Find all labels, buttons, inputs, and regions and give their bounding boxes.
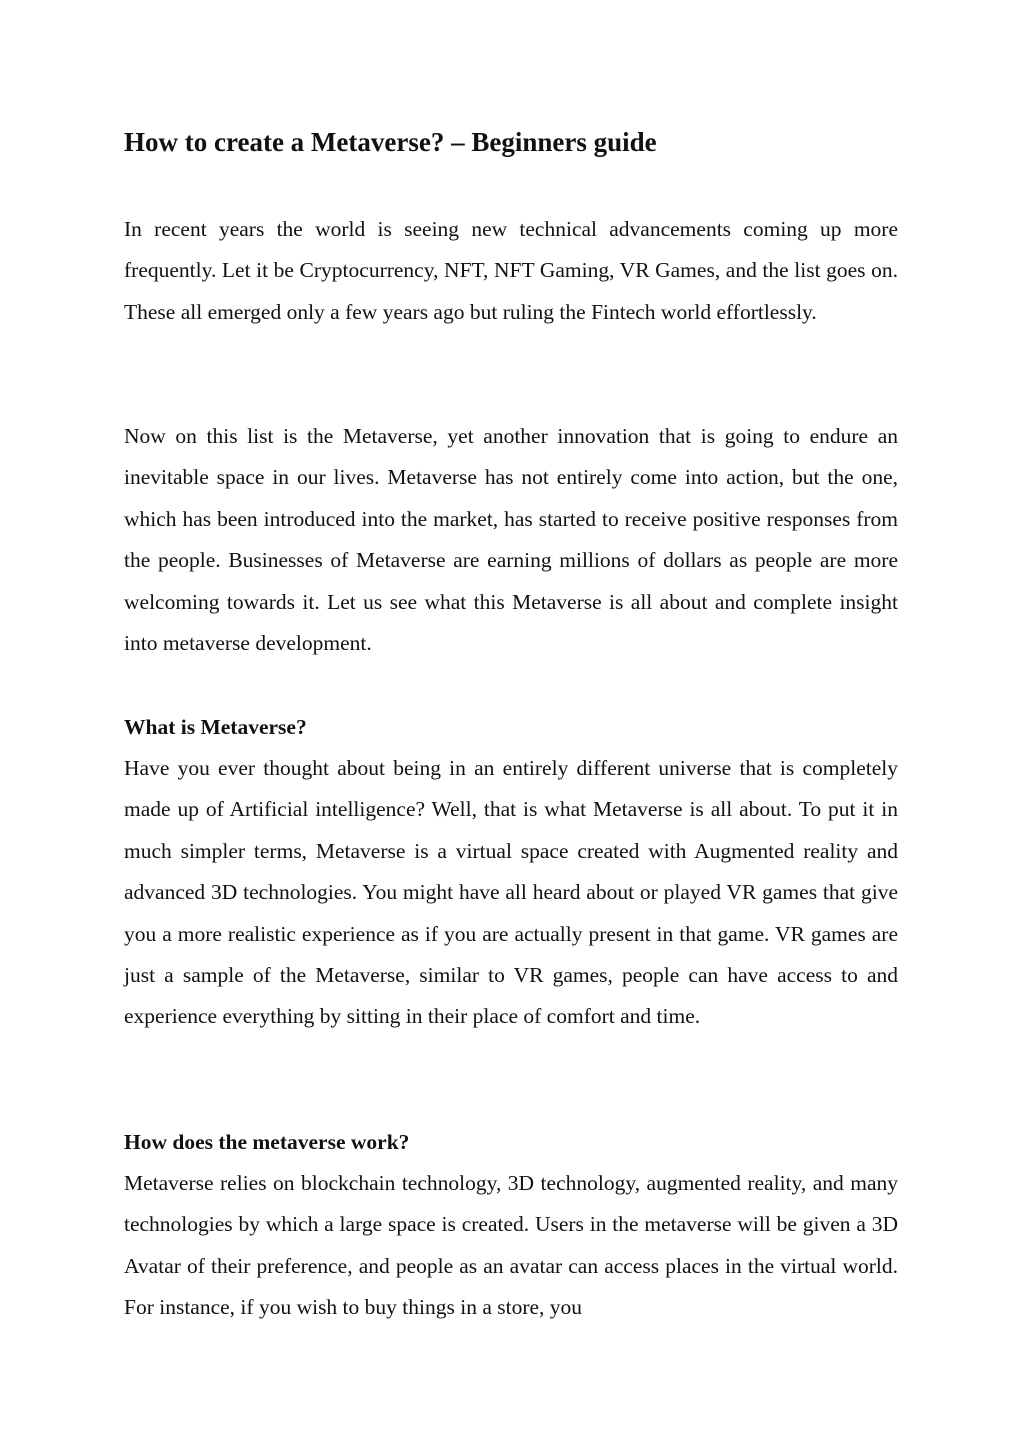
intro-paragraph-2: Now on this list is the Metaverse, yet another innovation that is going to endure an inevitable space in our lives. Metaverse has not entirely come into action, but the one, which has been introduced into the market, has started to receive positive responses from the people. Businesses of Metaverse are earning millions of dollars as people are more welcoming towards it. Let us see what this Metaverse is all about and complete insight into metaverse development.	[124, 424, 898, 656]
section-body-how-metaverse-works: Metaverse relies on blockchain technology, 3D technology, augmented reality, and many technologies by which a large space is created. Users in the metaverse will be given a 3D Avatar of their preference, and people as an avatar can access places in the virtual world. For instance, if you wish to buy things in a store, you	[124, 1171, 898, 1320]
section-heading-how-metaverse-works: How does the metaverse work?	[124, 1130, 410, 1154]
intro-paragraph-1: In recent years the world is seeing new technical advancements coming up more frequently. Let it be Cryptocurrency, NFT, NFT Gaming, VR Games, and the list goes on. These all emerged only a few years ago but ruling the Fintech world effortlessly.	[124, 217, 898, 324]
section-heading-what-is-metaverse: What is Metaverse?	[124, 715, 307, 739]
section-body-what-is-metaverse: Have you ever thought about being in an entirely different universe that is completely made up of Artificial intelligence? Well, that is what Metaverse is all about. To put it in much simpler terms, Metaverse is a virtual space created with Augmented reality and advanced 3D technologies. You might have all heard about or played VR games that give you a more realistic experience as if you are actually present in that game. VR games are just a sample of the Metaverse, similar to VR games, people can have access to and experience everything by sitting in their place of comfort and time.	[124, 756, 898, 1029]
document-title: How to create a Metaverse? – Beginners guide	[124, 127, 657, 157]
